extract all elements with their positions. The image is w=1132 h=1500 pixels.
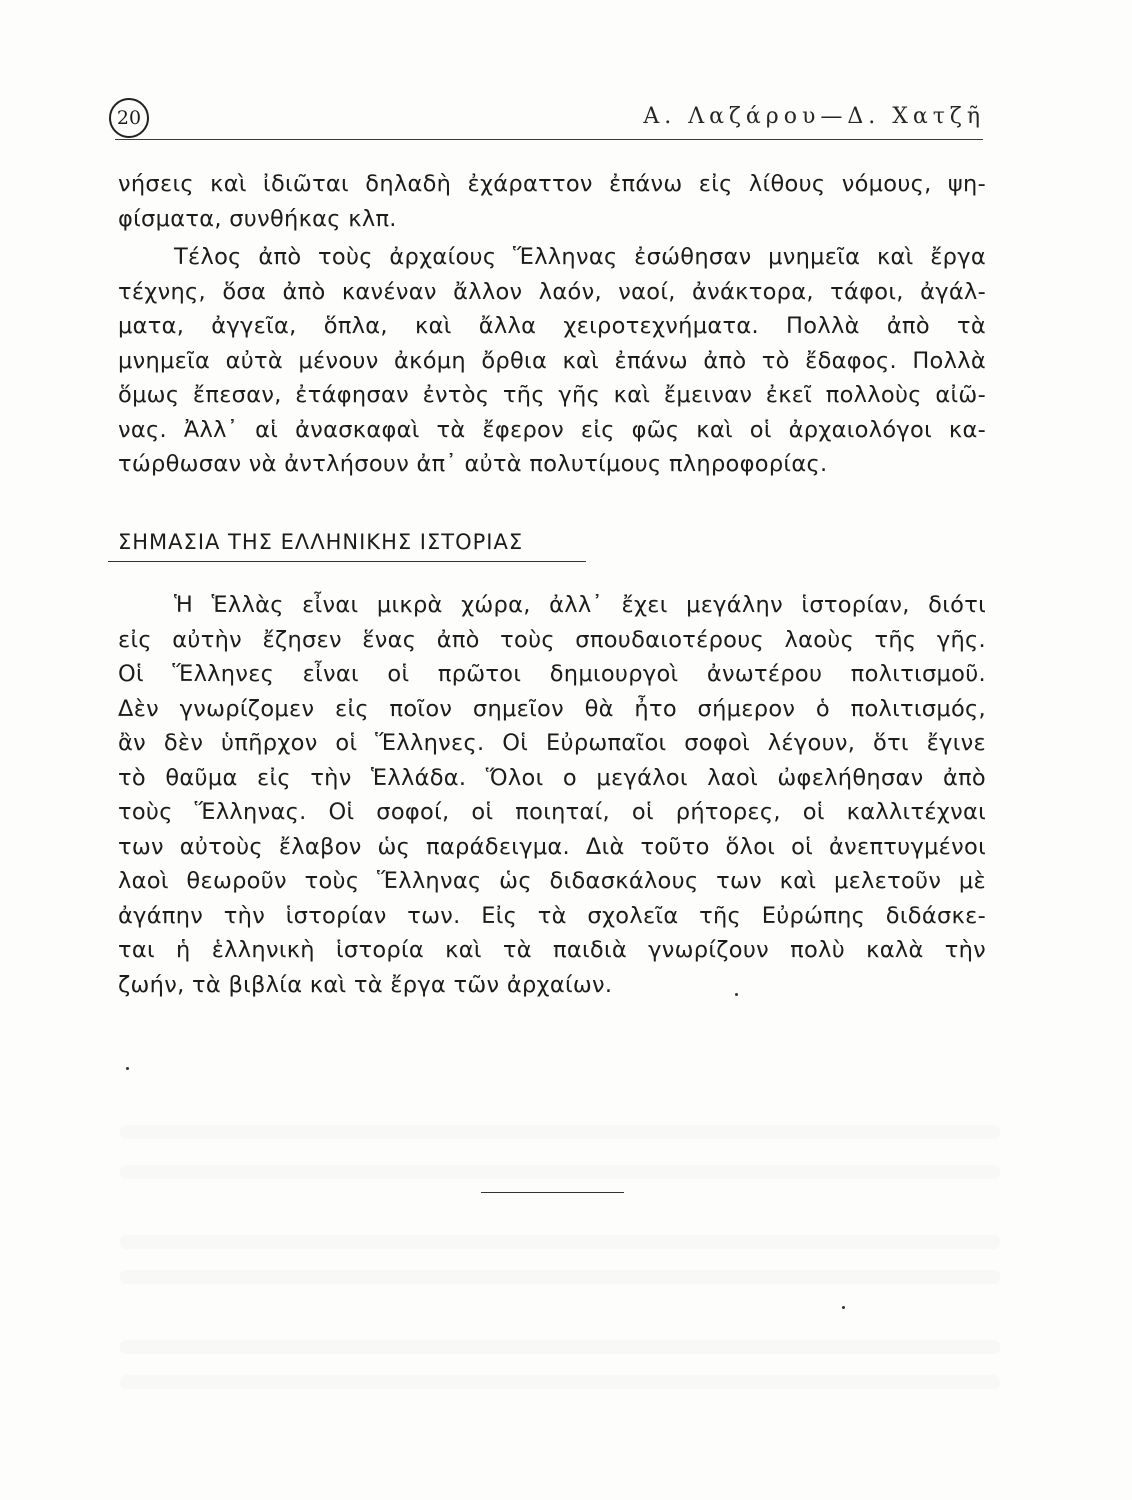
text-line: τοὺς Ἕλληνας. Οἱ σοφοί, οἱ ποιηταί, οἱ ρήτορες, οἱ καλλιτέχναι <box>118 799 986 825</box>
text-line: των αὐτοὺς ἔλαβον ὡς παράδειγμα. Διὰ τοῦτο ὅλοι οἱ ἀνεπτυγμένοι <box>118 833 986 860</box>
end-of-section-rule <box>481 1192 624 1193</box>
section-heading: ΣΗΜΑΣΙΑ ΤΗΣ ΕΛΛΗΝΙΚΗΣ ΙΣΤΟΡΙΑΣ <box>118 530 524 554</box>
text-line: νήσεις καὶ ἰδιῶται δηλαδὴ ἐχάραττον ἐπάνω εἰς λίθους νόμους, ψη- <box>118 171 986 197</box>
text-line: λαοὶ θεωροῦν τοὺς Ἕλληνας ὡς διδασκάλους των καὶ μελετοῦν μὲ <box>118 868 986 894</box>
bleed-through-shadow <box>120 1235 1000 1249</box>
bleed-through-shadow <box>120 1375 1000 1389</box>
text-line: ζωήν, τὰ βιβλία καὶ τὰ ἔργα τῶν ἀρχαίων. <box>118 971 613 998</box>
ink-speck <box>842 1306 845 1309</box>
ink-speck <box>735 993 738 996</box>
text-line: Δὲν γνωρίζομεν εἰς ποῖον σημεῖον θὰ ἦτο σήμερον ὁ πολιτισμός, <box>118 695 986 722</box>
text-line: τώρθωσαν νὰ ἀντλήσουν ἀπ᾿ αὐτὰ πολυτίμους πληροφορίας. <box>118 451 828 477</box>
ink-speck <box>126 1067 129 1070</box>
page-number: 20 <box>109 98 149 138</box>
text-line: Ἡ Ἑλλὰς εἶναι μικρὰ χώρα, ἀλλ᾿ ἔχει μεγάλην ἱστορίαν, διότι <box>174 592 986 618</box>
text-line: ται ἡ ἑλληνικὴ ἱστορία καὶ τὰ παιδιὰ γνωρίζουν πολὺ καλὰ τὴν <box>118 937 986 963</box>
paragraph-significance <box>118 588 986 1002</box>
text-line: ὅμως ἔπεσαν, ἐτάφησαν ἐντὸς τῆς γῆς καὶ ἔμειναν ἐκεῖ πολλοὺς αἰῶ- <box>118 382 986 408</box>
text-line: εἰς αὐτὴν ἔζησεν ἕνας ἀπὸ τοὺς σπουδαιοτέρους λαοὺς τῆς γῆς. <box>118 626 986 653</box>
text-line: ματα, ἀγγεῖα, ὅπλα, καὶ ἄλλα χειροτεχνήματα. Πολλὰ ἀπὸ τὰ <box>118 313 986 339</box>
header-rule <box>115 139 983 140</box>
text-line: Τέλος ἀπὸ τοὺς ἀρχαίους Ἕλληνας ἐσώθησαν μνημεῖα καὶ ἔργα <box>174 244 986 270</box>
bleed-through-shadow <box>120 1125 1000 1139</box>
bleed-through-shadow <box>120 1340 1000 1354</box>
running-head: Α. Λαζάρου—Δ. Χατζῆ <box>643 104 985 129</box>
text-line: Οἱ Ἕλληνες εἶναι οἱ πρῶτοι δημιουργοὶ ἀνωτέρου πολιτισμοῦ. <box>118 661 986 687</box>
bleed-through-shadow <box>120 1165 1000 1179</box>
text-line: τέχνης, ὅσα ἀπὸ κανέναν ἄλλον λαόν, ναοί, ἀνάκτορα, τάφοι, ἀγάλ- <box>118 278 986 305</box>
bleed-through-shadow <box>120 1270 1000 1284</box>
section-heading-underline <box>108 561 586 562</box>
paragraph-monuments <box>118 240 986 482</box>
paragraph-continuation <box>118 167 986 236</box>
page-header <box>105 96 985 140</box>
text-line: ἀγάπην τὴν ἱστορίαν των. Εἰς τὰ σχολεῖα τῆς Εὐρώπης διδάσκε- <box>118 902 986 929</box>
text-line: φίσματα, συνθήκας κλπ. <box>118 205 397 232</box>
text-line: ἂν δὲν ὑπῆρχον οἱ Ἕλληνες. Οἱ Εὐρωπαῖοι σοφοὶ λέγουν, ὅτι ἔγινε <box>118 730 986 756</box>
text-line: νας. Ἀλλ᾿ αἱ ἀνασκαφαὶ τὰ ἔφερον εἰς φῶς καὶ οἱ ἀρχαιολόγοι κα- <box>118 416 986 443</box>
text-line: τὸ θαῦμα εἰς τὴν Ἑλλάδα. Ὅλοι ο μεγάλοι λαοὶ ὠφελήθησαν ἀπὸ <box>118 764 986 791</box>
text-line: μνημεῖα αὐτὰ μένουν ἀκόμη ὄρθια καὶ ἐπάνω ἀπὸ τὸ ἔδαφος. Πολλὰ <box>118 347 986 374</box>
